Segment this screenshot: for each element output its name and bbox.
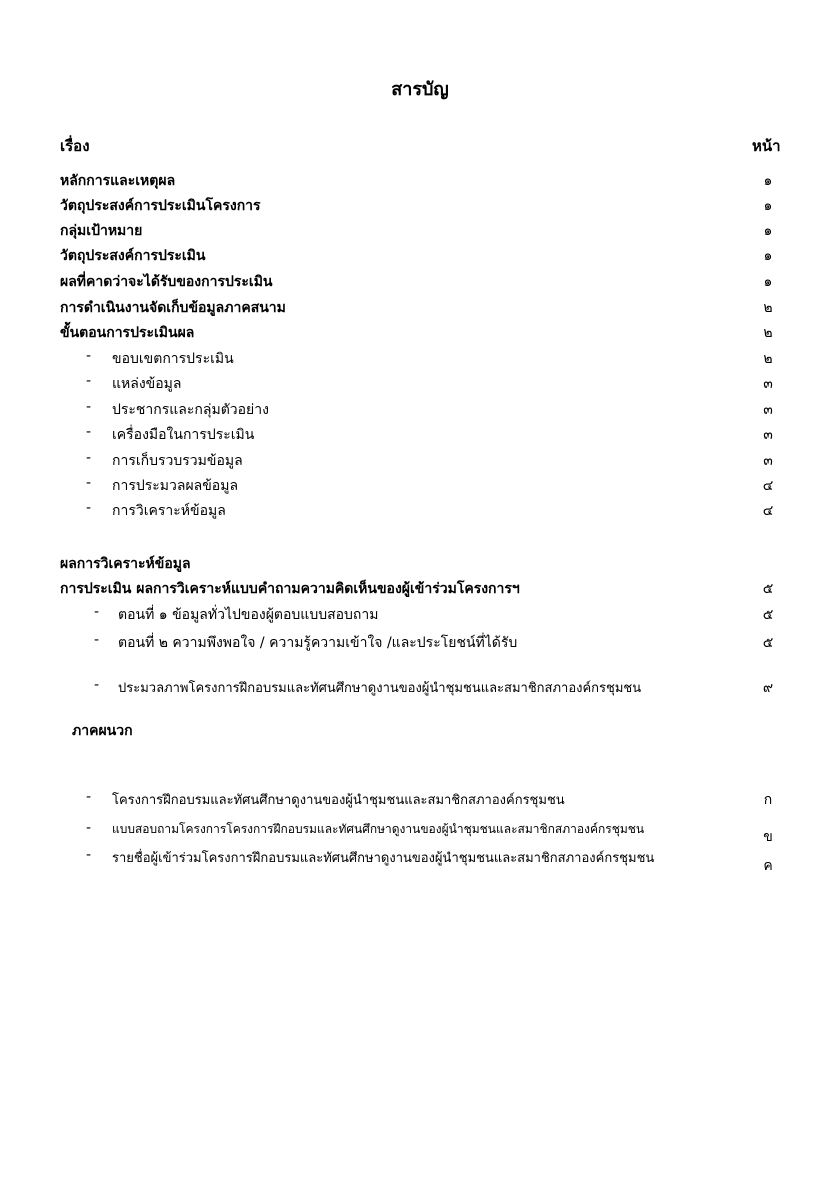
toc-entry-text: ประมวลภาพโครงการฝึกอบรมและทัศนศึกษาดูงานของผู้นำชุมชนและสมาชิกสภาองค์กรชุมชน [118, 681, 642, 696]
toc-entry-page: ๓ [763, 402, 773, 418]
toc-entry-page: ๔ [762, 503, 774, 519]
toc-entry [0, 220, 840, 242]
toc-subentry [0, 399, 840, 421]
toc-entry-page: ค [763, 858, 773, 874]
toc-entry-text: หลักการและเหตุผล [60, 173, 176, 189]
toc-subentry [0, 424, 840, 446]
bullet-dash: - [86, 475, 92, 491]
toc-entry [0, 322, 840, 344]
toc-entry-page: ๕ [762, 581, 774, 597]
toc-entry-text: วัตถุประสงค์การประเมิน [60, 248, 206, 264]
bullet-dash: - [86, 789, 92, 805]
toc-entry-page: ๑ [763, 248, 773, 264]
toc-entry [0, 578, 840, 600]
page-column-header: หน้า [752, 137, 781, 155]
toc-entry-page: ก [763, 792, 773, 808]
toc-subentry [0, 348, 840, 370]
toc-entry-page: ข [763, 829, 773, 845]
toc-entry-text: กลุ่มเป้าหมาย [60, 223, 143, 239]
toc-entry-page: ๓ [763, 453, 773, 469]
toc-entry-text: แหล่งข้อมูล [112, 376, 182, 392]
toc-entry-text: โครงการฝึกอบรมและทัศนศึกษาดูงานของผู้นำชุมชนและสมาชิกสภาองค์กรชุมชน [112, 793, 565, 808]
toc-entry-text: การประมวลผลข้อมูล [112, 478, 239, 494]
toc-entry [0, 297, 840, 319]
toc-subentry [0, 450, 840, 472]
bullet-dash: - [86, 373, 92, 389]
toc-entry-page: ๕ [762, 607, 774, 623]
bullet-dash: - [86, 500, 92, 516]
bullet-dash: - [86, 450, 92, 466]
toc-entry-page: ๑ [763, 173, 773, 189]
toc-entry-page: ๑ [763, 274, 773, 290]
toc-entry-text: ขั้นตอนการประเมินผล [60, 325, 195, 341]
toc-entry-page: ๒ [763, 300, 773, 316]
page-title: สารบัญ [391, 79, 449, 100]
toc-entry [0, 170, 840, 192]
toc-entry-text: การดำเนินงานจัดเก็บข้อมูลภาคสนาม [60, 300, 286, 316]
toc-entry-page: ๓ [763, 427, 773, 443]
toc-subentry [0, 500, 840, 522]
toc-entry-page: ๒ [763, 351, 773, 367]
bullet-dash: - [94, 604, 100, 620]
toc-entry-text: รายชื่อผู้เข้าร่วมโครงการฝึกอบรมและทัศนศึกษาดูงานของผู้นำชุมชนและสมาชิกสภาองค์กรชุมชน [112, 851, 655, 866]
toc-entry-page: ๒ [763, 325, 773, 341]
bullet-dash: - [86, 847, 92, 863]
toc-entry-page: ๙ [762, 680, 774, 696]
toc-entry-page: ๑ [763, 223, 773, 239]
bullet-dash: - [86, 348, 92, 364]
toc-subentry [0, 820, 840, 845]
toc-entry-page: ๔ [762, 478, 774, 494]
analysis-heading-row [0, 553, 840, 575]
bullet-dash: - [86, 399, 92, 415]
toc-subentry [0, 677, 840, 699]
toc-entry [0, 271, 840, 293]
toc-entry-text: เครื่องมือในการประเมิน [112, 427, 255, 443]
toc-subentry [0, 632, 840, 654]
toc-entry [0, 245, 840, 267]
toc-subentry [0, 373, 840, 395]
appendix-heading-row [0, 720, 840, 742]
toc-subentry [0, 475, 840, 497]
toc-entry-text: แบบสอบถามโครงการโครงการฝึกอบรมและทัศนศึกษาดูงานของผู้นำชุมชนและสมาชิกสภาองค์กรชุมชน [112, 822, 645, 836]
toc-entry-page: ๕ [762, 635, 774, 651]
toc-entry-text: การเก็บรวบรวมข้อมูล [112, 453, 243, 469]
bullet-dash: - [94, 677, 100, 693]
toc-entry-text: ตอนที่ ๑ ข้อมูลทั่วไปของผู้ตอบแบบสอบถาม [118, 607, 379, 623]
analysis-heading: ผลการวิเคราะห์ข้อมูล [60, 556, 191, 572]
toc-entry-text: การประเมิน ผลการวิเคราะห์แบบคำถามความคิดเห็นของผู้เข้าร่วมโครงการฯ [60, 581, 520, 597]
toc-subentry [0, 604, 840, 626]
toc-entry-text: ตอนที่ ๒ ความพึงพอใจ / ความรู้ความเข้าใจ /และประโยชน์ที่ได้รับ [118, 635, 518, 651]
bullet-dash: - [86, 820, 92, 836]
toc-subentry [0, 847, 840, 874]
bullet-dash: - [94, 632, 100, 648]
toc-entry-text: ผลที่คาดว่าจะได้รับของการประเมิน [60, 274, 273, 290]
subject-column-header: เรื่อง [60, 137, 90, 155]
toc-entry-text: วัตถุประสงค์การประเมินโครงการ [60, 198, 261, 214]
bullet-dash: - [86, 424, 92, 440]
toc-entry-text: ขอบเขตการประเมิน [112, 351, 234, 367]
toc-entry-text: ประชากรและกลุ่มตัวอย่าง [112, 402, 269, 418]
toc-entry-text: การวิเคราะห์ข้อมูล [112, 503, 226, 519]
toc-entry [0, 195, 840, 217]
toc-entry-page: ๑ [763, 198, 773, 214]
toc-subentry [0, 789, 840, 811]
toc-entry-page: ๓ [763, 376, 773, 392]
appendix-heading: ภาคผนวก [72, 723, 133, 739]
